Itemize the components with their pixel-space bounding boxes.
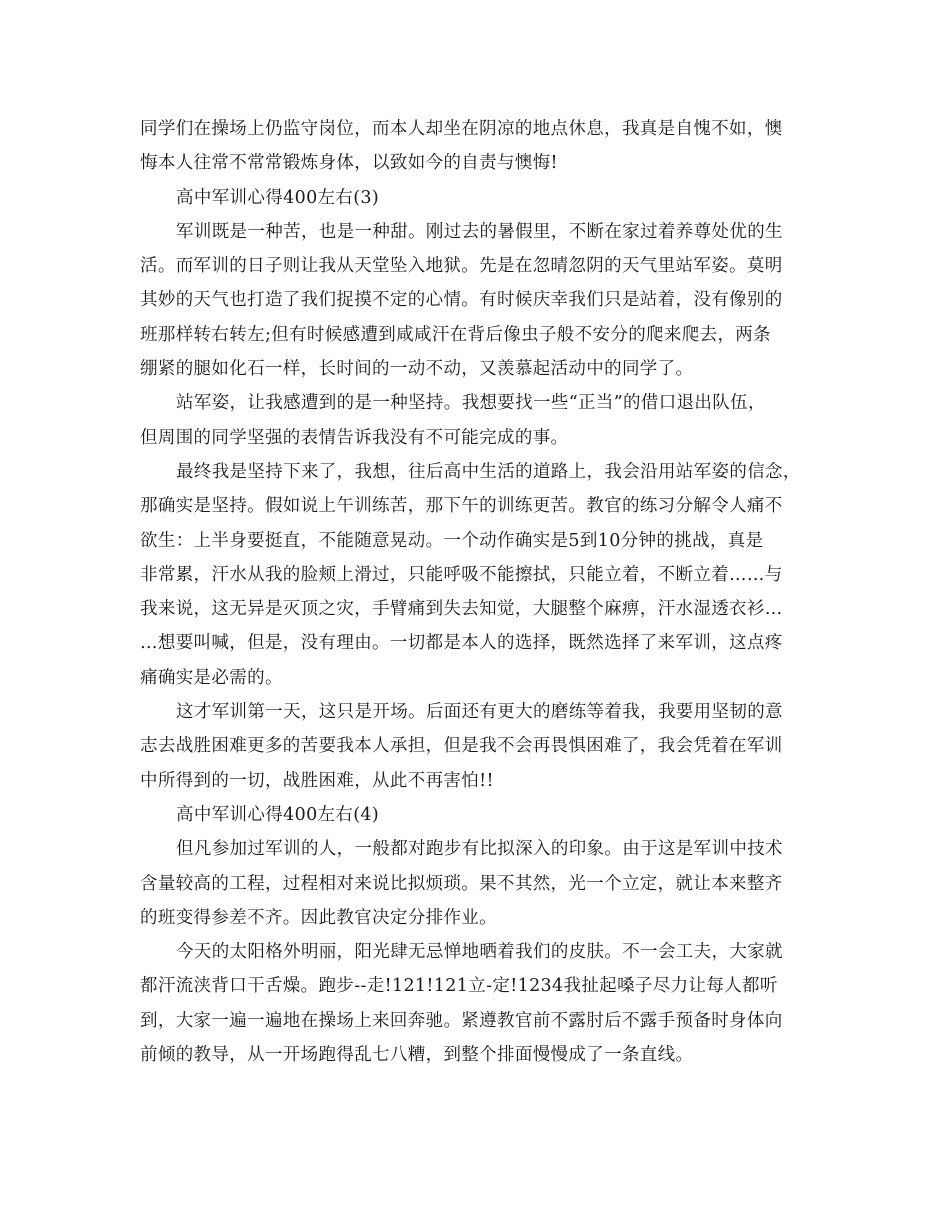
text-line: 今天的太阳格外明丽，阳光肆无忌惮地晒着我们的皮肤。不一会工夫，大家就: [176, 942, 783, 963]
text-line: 含量较高的工程，过程相对来说比拟烦琐。果不其然，光一个立定，就让本来整齐: [140, 873, 783, 894]
text-line: 军训既是一种苦，也是一种甜。刚过去的暑假里，不断在家过着养尊处优的生: [176, 221, 783, 242]
section-heading-4: 高中军训心得400左右(4): [176, 804, 380, 825]
text-line: 痛确实是必需的。: [140, 667, 283, 688]
text-line: 非常累，汗水从我的脸颊上滑过，只能呼吸不能擦拭，只能立着，不断立着……与: [140, 564, 783, 585]
text-line: 前倾的教导，从一开场跑得乱七八糟，到整个排面慢慢成了一条直线。: [140, 1045, 694, 1066]
section-heading-3: 高中军训心得400左右(3): [176, 187, 380, 208]
text-line: …想要叫喊，但是，没有理由。一切都是本人的选择，既然选择了来军训，这点疼: [140, 633, 783, 654]
text-line: 欲生：上半身要挺直，不能随意晃动。一个动作确实是5到10分钟的挑战，真是: [140, 530, 764, 551]
text-line: 班那样转右转左;但有时候感遭到咸咸汗在背后像虫子般不安分的爬来爬去，两条: [140, 324, 771, 345]
text-line: 其妙的天气也打造了我们捉摸不定的心情。有时候庆幸我们只是站着，没有像别的: [140, 290, 783, 311]
text-line: 这才军训第一天，这只是开场。后面还有更大的磨练等着我，我要用坚韧的意: [176, 702, 783, 723]
document-body: [140, 112, 825, 1072]
text-line: 到，大家一遍一遍地在操场上来回奔驰。紧遵教官前不露肘后不露手预备时身体向: [140, 1010, 783, 1031]
text-line: 站军姿，让我感遭到的是一种坚持。我想要找一些“正当”的借口退出队伍，: [176, 393, 766, 414]
text-line: 但凡参加过军训的人，一般都对跑步有比拟深入的印象。由于这是军训中技术: [176, 839, 783, 860]
text-line: 的班变得参差不齐。因此教官决定分排作业。: [140, 907, 497, 928]
text-line: 都汗流浃背口干舌燥。跑步--走!121!121立-定!1234我扯起嗓子尽力让每人都听: [140, 976, 778, 997]
text-line: 志去战胜困难更多的苦要我本人承担，但是我不会再畏惧困难了，我会凭着在军训: [140, 736, 783, 757]
text-line: 但周围的同学坚强的表情告诉我没有不可能完成的事。: [140, 427, 569, 448]
text-line: 绷紧的腿如化石一样，长时间的一动不动，又羡慕起活动中的同学了。: [140, 359, 694, 380]
text-line: 悔本人往常不常常锻炼身体，以致如今的自责与懊悔!: [140, 153, 558, 174]
text-line: 那确实是坚持。假如说上午训练苦，那下午的训练更苦。教官的练习分解令人痛不: [140, 496, 783, 517]
text-line: 中所得到的一切，战胜困难，从此不再害怕!!: [140, 770, 494, 791]
text-line: 最终我是坚持下来了，我想，往后高中生活的道路上，我会沿用站军姿的信念，: [176, 461, 801, 482]
text-line: 活。而军训的日子则让我从天堂坠入地狱。先是在忽晴忽阴的天气里站军姿。莫明: [140, 256, 783, 277]
text-line: 同学们在操场上仍监守岗位，而本人却坐在阴凉的地点休息，我真是自愧不如，懊: [140, 119, 783, 139]
text-line: 我来说，这无异是灭顶之灾，手臂痛到失去知觉，大腿整个麻痹，汗水湿透衣衫…: [140, 599, 783, 620]
